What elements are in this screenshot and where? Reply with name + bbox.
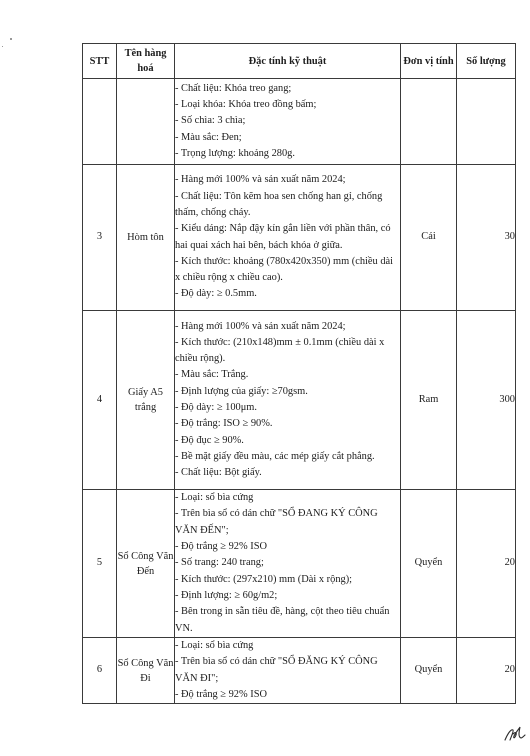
table-row: [83, 79, 516, 165]
row-unit: [401, 79, 457, 165]
row-quantity: 20: [457, 638, 516, 704]
specification-line: - Trên bìa sổ có dán chữ "SỔ ĐANG KÝ CÔNG VĂN ĐẾN";: [175, 508, 378, 536]
row-item-name: Sổ Công Văn Đến: [117, 490, 175, 638]
table-row: [83, 165, 516, 311]
header-qty: Số lượng: [457, 44, 516, 79]
row-quantity: [457, 79, 516, 165]
row-unit: Cái: [401, 165, 457, 311]
specification-line: - Hàng mới 100% và sản xuất năm 2024;: [175, 174, 346, 186]
row-specification: [175, 79, 401, 165]
row-quantity: 20: [457, 490, 516, 638]
specification-line: - Chất liệu: Khóa treo gang;: [175, 82, 292, 94]
specification-line: - Chất liệu: Tôn kẽm hoa sen chống han gỉ, chống thấm, chống cháy.: [175, 190, 383, 218]
row-stt: 6: [83, 638, 117, 704]
row-unit: Quyển: [401, 490, 457, 638]
specification-line: - Số trang: 240 trang;: [175, 557, 264, 569]
header-name: Tên hàng hoá: [117, 44, 175, 79]
specification-line: - Độ đục ≥ 90%.: [175, 434, 244, 446]
row-specification: [175, 490, 401, 638]
row-stt: 4: [83, 311, 117, 490]
specification-line: - Độ dày: ≥ 100μm.: [175, 402, 257, 413]
specification-line: - Loại khóa: Khóa treo đồng bấm;: [175, 99, 317, 111]
row-specification: [175, 638, 401, 704]
specification-line: - Kiểu dáng: Nắp đậy kín gắn liền với phần thân, có hai quai xách hai bên, bách khóa ở giữa.: [175, 223, 391, 251]
row-unit: Ram: [401, 311, 457, 490]
handwritten-initial-mark: [502, 724, 526, 744]
row-stt: 3: [83, 165, 117, 311]
table-row: [83, 490, 516, 638]
row-specification: [175, 311, 401, 490]
specification-line: - Trọng lượng: khoảng 280g.: [175, 147, 295, 159]
specification-line: - Kích thước: khoảng (780x420x350) mm (chiều dài x chiều rộng x chiều cao).: [175, 255, 394, 284]
specification-line: - Kích thước: (210x148)mm ± 0.1mm (chiều dài x chiều rộng).: [175, 336, 385, 365]
row-item-name: Giấy A5 trắng: [117, 311, 175, 490]
specification-table: [82, 43, 516, 704]
header-stt: STT: [83, 44, 117, 79]
specification-line: - Độ dày: ≥ 0.5mm.: [175, 288, 257, 300]
row-stt: 5: [83, 490, 117, 638]
specification-line: - Bề mặt giấy đều màu, các mép giấy cắt phẳng.: [175, 450, 375, 462]
specification-line: - Định lượng: ≥ 60g/m2;: [175, 589, 278, 601]
specification-line: - Màu sắc: Trắng.: [175, 369, 249, 381]
row-item-name: Hòm tôn: [117, 165, 175, 311]
specification-line: - Độ trắng ≥ 92% ISO: [175, 688, 267, 700]
specification-line: - Loại: sổ bìa cứng: [175, 492, 254, 504]
specification-line: - Chất liệu: Bột giấy.: [175, 467, 262, 479]
row-stt: [83, 79, 117, 165]
specification-line: - Trên bìa sổ có dán chữ "SỔ ĐĂNG KÝ CÔNG VĂN ĐI";: [175, 656, 378, 684]
specification-line: - Bên trong in sẵn tiêu đề, hàng, cột theo tiêu chuẩn VN.: [175, 606, 390, 634]
scan-speck: [2, 46, 3, 47]
specification-line: - Định lượng của giấy: ≥70gsm.: [175, 385, 308, 397]
row-unit: Quyển: [401, 638, 457, 704]
specification-line: - Độ trắng: ISO ≥ 90%.: [175, 418, 273, 430]
row-quantity: 30: [457, 165, 516, 311]
table-header-row: [83, 44, 516, 79]
specification-line: - Loại: sổ bìa cứng: [175, 640, 254, 651]
table-row: [83, 638, 516, 704]
table-row: [83, 311, 516, 490]
specification-line: - Kích thước: (297x210) mm (Dài x rộng);: [175, 573, 353, 585]
scan-speck: [10, 38, 12, 40]
specification-line: - Độ trắng ≥ 92% ISO: [175, 541, 267, 553]
specification-line: - Số chìa: 3 chìa;: [175, 115, 246, 127]
row-specification: [175, 165, 401, 311]
row-item-name: Sổ Công Văn Đi: [117, 638, 175, 704]
row-item-name: [117, 79, 175, 165]
row-quantity: 300: [457, 311, 516, 490]
header-spec: Đặc tính kỹ thuật: [175, 44, 401, 79]
header-unit: Đơn vị tính: [401, 44, 457, 79]
specification-line: - Hàng mới 100% và sản xuất năm 2024;: [175, 320, 346, 332]
specification-line: - Màu sắc: Đen;: [175, 131, 242, 143]
